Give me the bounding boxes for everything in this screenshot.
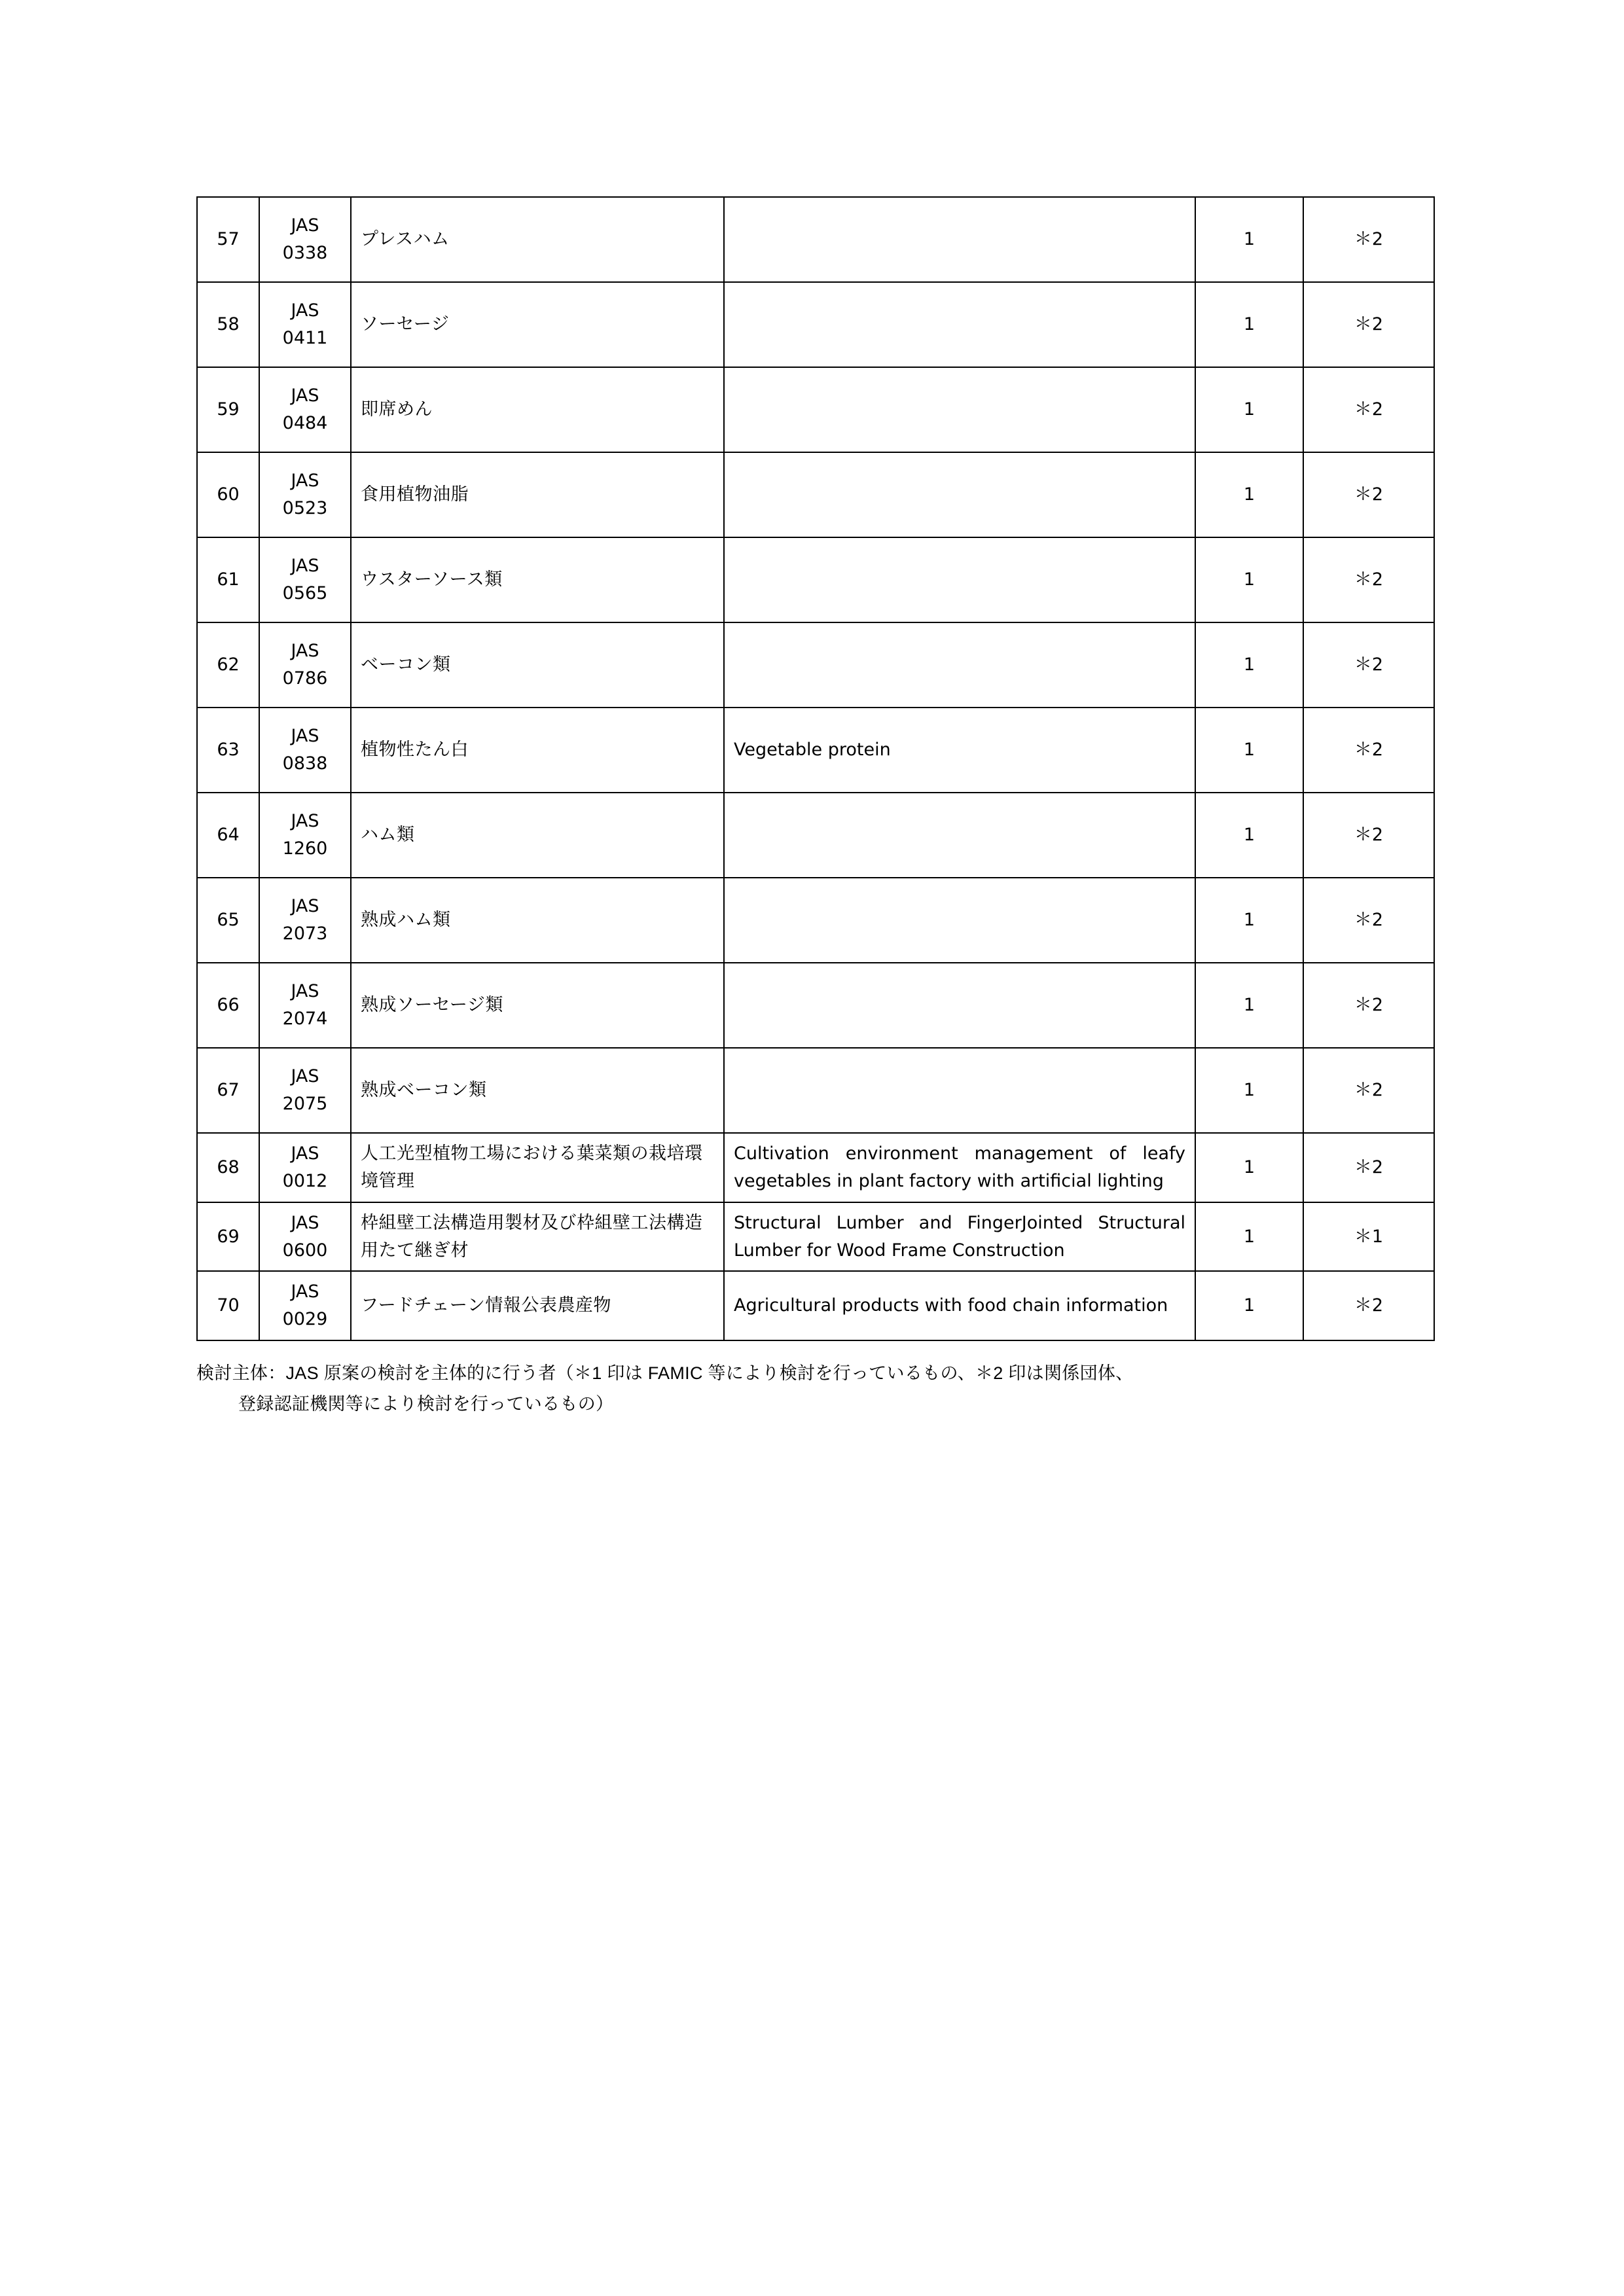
footnote-line-1: 検討主体：JAS 原案の検討を主体的に行う者（＊1 印は FAMIC 等により検討を行っているもの、＊2 印は関係団体、 xyxy=(196,1363,1134,1384)
table-row xyxy=(197,1133,1434,1202)
jas-code xyxy=(259,1133,351,1202)
table-row xyxy=(197,367,1434,452)
review-body-mark: ＊2 xyxy=(1303,878,1434,963)
review-body-mark: ＊2 xyxy=(1303,197,1434,282)
review-body-mark: ＊2 xyxy=(1303,282,1434,367)
jas-code xyxy=(259,197,351,282)
standard-name-en: Agricultural products with food chain information xyxy=(724,1271,1195,1340)
row-number: 61 xyxy=(197,537,259,622)
standard-name-en: Cultivation environment management of leafy vegetables in plant factory with artificial lighting xyxy=(724,1133,1195,1202)
table-row xyxy=(197,1202,1434,1272)
jas-code-prefix: JAS xyxy=(291,1212,319,1233)
standard-name-en xyxy=(724,367,1195,452)
jas-code-prefix: JAS xyxy=(291,981,319,1002)
jas-code-number: 0565 xyxy=(282,583,328,603)
jas-code xyxy=(259,1048,351,1133)
table-row xyxy=(197,537,1434,622)
standard-name-en xyxy=(724,793,1195,878)
jas-code xyxy=(259,537,351,622)
review-body-mark: ＊2 xyxy=(1303,452,1434,537)
standard-name-en xyxy=(724,282,1195,367)
row-number: 68 xyxy=(197,1133,259,1202)
jas-code-prefix: JAS xyxy=(291,556,319,577)
jas-code xyxy=(259,282,351,367)
row-number: 60 xyxy=(197,452,259,537)
row-number: 69 xyxy=(197,1202,259,1272)
standard-name-ja: ウスターソース類 xyxy=(351,537,724,622)
review-body-mark: ＊2 xyxy=(1303,367,1434,452)
jas-code xyxy=(259,1271,351,1340)
jas-code-prefix: JAS xyxy=(291,300,319,321)
review-body-mark: ＊2 xyxy=(1303,1048,1434,1133)
jas-code-number: 0029 xyxy=(282,1309,328,1330)
table-body xyxy=(197,197,1434,1340)
jas-code xyxy=(259,878,351,963)
count-value: 1 xyxy=(1195,963,1303,1048)
table-row xyxy=(197,622,1434,708)
count-value: 1 xyxy=(1195,708,1303,793)
standard-name-ja: 熟成ベーコン類 xyxy=(351,1048,724,1133)
standard-name-ja: ベーコン類 xyxy=(351,622,724,708)
jas-code-number: 2074 xyxy=(282,1009,328,1029)
standard-name-ja: 植物性たん白 xyxy=(351,708,724,793)
jas-code-number: 0338 xyxy=(282,243,328,263)
jas-code-number: 0600 xyxy=(282,1240,328,1261)
standard-name-en xyxy=(724,963,1195,1048)
table-row xyxy=(197,793,1434,878)
standard-name-en: Structural Lumber and FingerJointed Structural Lumber for Wood Frame Construction xyxy=(724,1202,1195,1272)
standard-name-en xyxy=(724,878,1195,963)
footnote xyxy=(196,1358,1440,1420)
jas-code xyxy=(259,708,351,793)
count-value: 1 xyxy=(1195,1048,1303,1133)
jas-code-number: 0411 xyxy=(282,328,328,348)
count-value: 1 xyxy=(1195,1271,1303,1340)
jas-code-prefix: JAS xyxy=(291,811,319,832)
jas-code-number: 0484 xyxy=(282,413,328,433)
review-body-mark: ＊2 xyxy=(1303,1133,1434,1202)
standard-name-en xyxy=(724,452,1195,537)
row-number: 57 xyxy=(197,197,259,282)
count-value: 1 xyxy=(1195,537,1303,622)
count-value: 1 xyxy=(1195,282,1303,367)
jas-code-prefix: JAS xyxy=(291,1143,319,1164)
standard-name-ja: フードチェーン情報公表農産物 xyxy=(351,1271,724,1340)
table-row xyxy=(197,1048,1434,1133)
table-row xyxy=(197,282,1434,367)
review-body-mark: ＊2 xyxy=(1303,708,1434,793)
count-value: 1 xyxy=(1195,367,1303,452)
jas-code xyxy=(259,793,351,878)
jas-code-number: 0786 xyxy=(282,668,328,689)
standard-name-ja: ソーセージ xyxy=(351,282,724,367)
count-value: 1 xyxy=(1195,793,1303,878)
jas-code-prefix: JAS xyxy=(291,641,319,662)
count-value: 1 xyxy=(1195,197,1303,282)
jas-code-prefix: JAS xyxy=(291,471,319,492)
standard-name-ja: 即席めん xyxy=(351,367,724,452)
table-row xyxy=(197,963,1434,1048)
jas-code xyxy=(259,367,351,452)
standard-name-ja: プレスハム xyxy=(351,197,724,282)
jas-standards-table xyxy=(196,196,1435,1341)
standard-name-ja: 熟成ハム類 xyxy=(351,878,724,963)
jas-code-number: 1260 xyxy=(282,838,328,859)
review-body-mark: ＊2 xyxy=(1303,1271,1434,1340)
standard-name-en xyxy=(724,622,1195,708)
count-value: 1 xyxy=(1195,1202,1303,1272)
standard-name-en: Vegetable protein xyxy=(724,708,1195,793)
row-number: 63 xyxy=(197,708,259,793)
row-number: 70 xyxy=(197,1271,259,1340)
jas-code-prefix: JAS xyxy=(291,1066,319,1087)
jas-code-number: 2075 xyxy=(282,1094,328,1114)
row-number: 59 xyxy=(197,367,259,452)
jas-code xyxy=(259,963,351,1048)
jas-code xyxy=(259,622,351,708)
standard-name-ja: ハム類 xyxy=(351,793,724,878)
review-body-mark: ＊2 xyxy=(1303,963,1434,1048)
jas-code xyxy=(259,452,351,537)
jas-code-number: 0523 xyxy=(282,498,328,518)
row-number: 64 xyxy=(197,793,259,878)
jas-code-prefix: JAS xyxy=(291,215,319,236)
standard-name-en xyxy=(724,197,1195,282)
standard-name-en xyxy=(724,1048,1195,1133)
table-row xyxy=(197,878,1434,963)
jas-code-number: 0838 xyxy=(282,753,328,774)
jas-code-prefix: JAS xyxy=(291,386,319,406)
row-number: 67 xyxy=(197,1048,259,1133)
table-row xyxy=(197,197,1434,282)
review-body-mark: ＊2 xyxy=(1303,622,1434,708)
jas-code-number: 2073 xyxy=(282,924,328,944)
row-number: 58 xyxy=(197,282,259,367)
count-value: 1 xyxy=(1195,878,1303,963)
jas-code xyxy=(259,1202,351,1272)
standard-name-ja: 食用植物油脂 xyxy=(351,452,724,537)
row-number: 65 xyxy=(197,878,259,963)
count-value: 1 xyxy=(1195,452,1303,537)
standard-name-ja: 人工光型植物工場における葉菜類の栽培環境管理 xyxy=(351,1133,724,1202)
table-row xyxy=(197,708,1434,793)
review-body-mark: ＊1 xyxy=(1303,1202,1434,1272)
jas-code-prefix: JAS xyxy=(291,726,319,747)
count-value: 1 xyxy=(1195,622,1303,708)
standard-name-ja: 熟成ソーセージ類 xyxy=(351,963,724,1048)
jas-code-prefix: JAS xyxy=(291,1282,319,1302)
jas-code-number: 0012 xyxy=(282,1170,328,1191)
table-row xyxy=(197,1271,1434,1340)
review-body-mark: ＊2 xyxy=(1303,537,1434,622)
standard-name-en xyxy=(724,537,1195,622)
jas-code-prefix: JAS xyxy=(291,896,319,917)
table-row xyxy=(197,452,1434,537)
review-body-mark: ＊2 xyxy=(1303,793,1434,878)
standard-name-ja: 枠組壁工法構造用製材及び枠組壁工法構造用たて継ぎ材 xyxy=(351,1202,724,1272)
row-number: 66 xyxy=(197,963,259,1048)
count-value: 1 xyxy=(1195,1133,1303,1202)
footnote-line-2: 登録認証機関等により検討を行っているもの） xyxy=(238,1394,614,1414)
row-number: 62 xyxy=(197,622,259,708)
